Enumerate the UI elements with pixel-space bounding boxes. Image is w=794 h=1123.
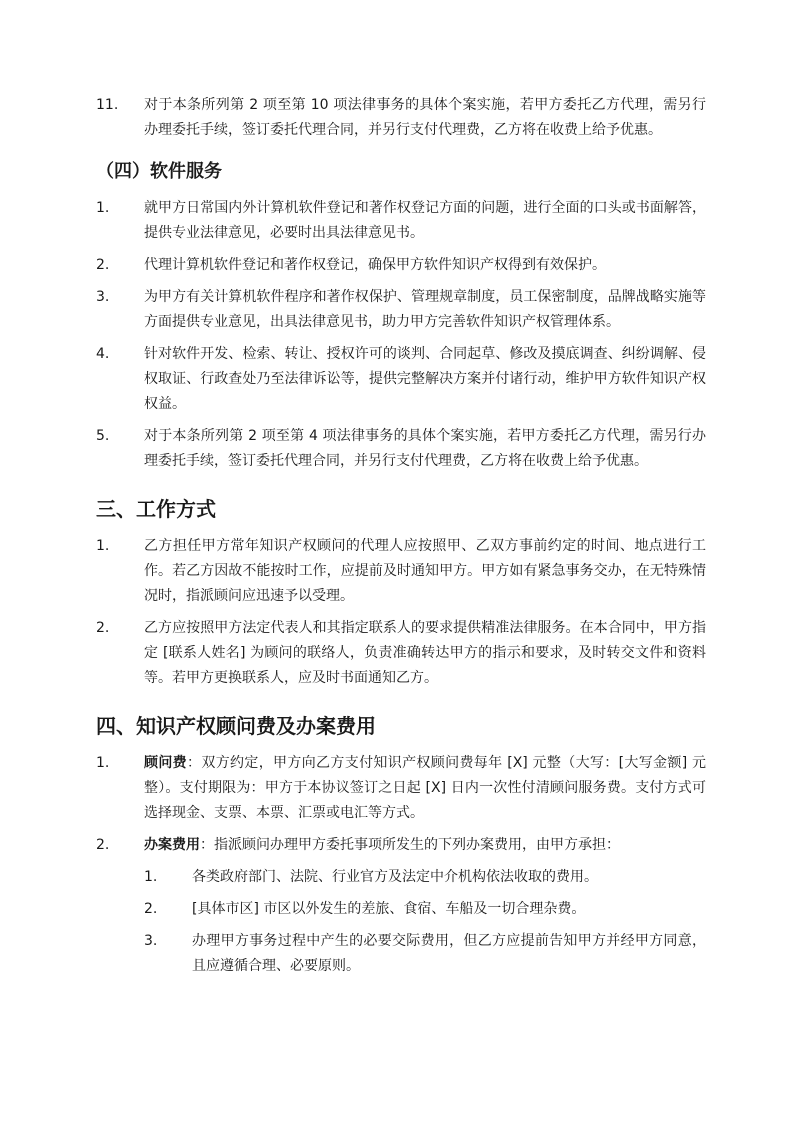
item-text (144, 751, 706, 826)
list-item (96, 93, 706, 143)
sub-list-item (144, 865, 706, 890)
item-label: 办案费用 (144, 837, 200, 853)
item-body: ：双方约定，甲方向乙方支付知识产权顾问费每年 [X] 元整（大写：[大写金额] 元整）。支付期限为：甲方于本协议签订之日起 [X] 日内一次性付清顾问服务费。支付方式可选择现金、支票、本票、汇票或电汇等方式。 (144, 755, 706, 821)
item-number: 2. (144, 901, 158, 917)
list-item (96, 342, 706, 417)
section-heading-software: （四）软件服务 (96, 161, 222, 182)
item-text: [具体市区] 市区以外发生的差旅、食宿、车船及一切合理杂费。 (192, 901, 586, 917)
document-body (96, 93, 706, 986)
item-body: ：指派顾问办理甲方委托事项所发生的下列办案费用，由甲方承担： (200, 837, 620, 853)
item-text: 各类政府部门、法院、行业官方及法定中介机构依法收取的费用。 (192, 869, 598, 885)
section-heading-fees: 四、知识产权顾问费及办案费用 (96, 714, 376, 738)
item-number: 5. (96, 428, 110, 444)
item-number: 4. (96, 346, 110, 362)
item-text: 乙方应按照甲方法定代表人和其指定联系人的要求提供精准法律服务。在本合同中，甲方指定 [联系人姓名] 为顾问的联络人，负责准确转达甲方的指示和要求，及时转交文件和资料等。若甲方更换联系人，应及时书面通知乙方。 (144, 620, 706, 686)
section-heading-work: 三、工作方式 (96, 497, 216, 521)
item-text: 对于本条所列第 2 项至第 10 项法律事务的具体个案实施，若甲方委托乙方代理，需另行办理委托手续，签订委托代理合同，并另行支付代理费，乙方将在收费上给予优惠。 (144, 97, 706, 138)
item-text: 针对软件开发、检索、转让、授权许可的谈判、合同起草、修改及摸底调查、纠纷调解、侵权取证、行政查处乃至法律诉讼等，提供完整解决方案并付诸行动，维护甲方软件知识产权权益。 (144, 346, 706, 412)
list-item (96, 253, 706, 278)
sub-list-item (144, 897, 706, 922)
list-item (96, 534, 706, 609)
item-number: 2. (96, 257, 110, 273)
item-label: 顾问费 (144, 755, 188, 771)
list-item (96, 196, 706, 246)
item-number: 11. (96, 97, 119, 113)
item-text: 办理甲方事务过程中产生的必要交际费用，但乙方应提前告知甲方并经甲方同意，且应遵循合理、必要原则。 (192, 933, 706, 974)
item-text: 代理计算机软件登记和著作权登记，确保甲方软件知识产权得到有效保护。 (144, 257, 606, 273)
item-number: 3. (96, 289, 110, 305)
item-text: 对于本条所列第 2 项至第 4 项法律事务的具体个案实施，若甲方委托乙方代理，需另行办理委托手续，签订委托代理合同，并另行支付代理费，乙方将在收费上给予优惠。 (144, 428, 706, 469)
item-number: 3. (144, 933, 158, 949)
item-number: 2. (96, 620, 110, 636)
list-item (96, 751, 706, 826)
list-item (96, 833, 706, 858)
item-text: 就甲方日常国内外计算机软件登记和著作权登记方面的问题，进行全面的口头或书面解答，提供专业法律意见，必要时出具法律意见书。 (144, 200, 706, 241)
item-text: 为甲方有关计算机软件程序和著作权保护、管理规章制度，员工保密制度，品牌战略实施等方面提供专业意见，出具法律意见书，助力甲方完善软件知识产权管理体系。 (144, 289, 706, 330)
item-number: 1. (96, 538, 110, 554)
item-number: 1. (96, 200, 110, 216)
item-number: 1. (144, 869, 158, 885)
sub-list-item (144, 929, 706, 979)
list-item (96, 424, 706, 474)
list-item (96, 616, 706, 691)
list-item (96, 285, 706, 335)
item-text: 乙方担任甲方常年知识产权顾问的代理人应按照甲、乙双方事前约定的时间、地点进行工作。若乙方因故不能按时工作，应提前及时通知甲方。甲方如有紧急事务交办，在无特殊情况时，指派顾问应迅速予以受理。 (144, 538, 706, 604)
item-text (144, 833, 706, 858)
item-number: 1. (96, 755, 110, 771)
item-number: 2. (96, 837, 110, 853)
